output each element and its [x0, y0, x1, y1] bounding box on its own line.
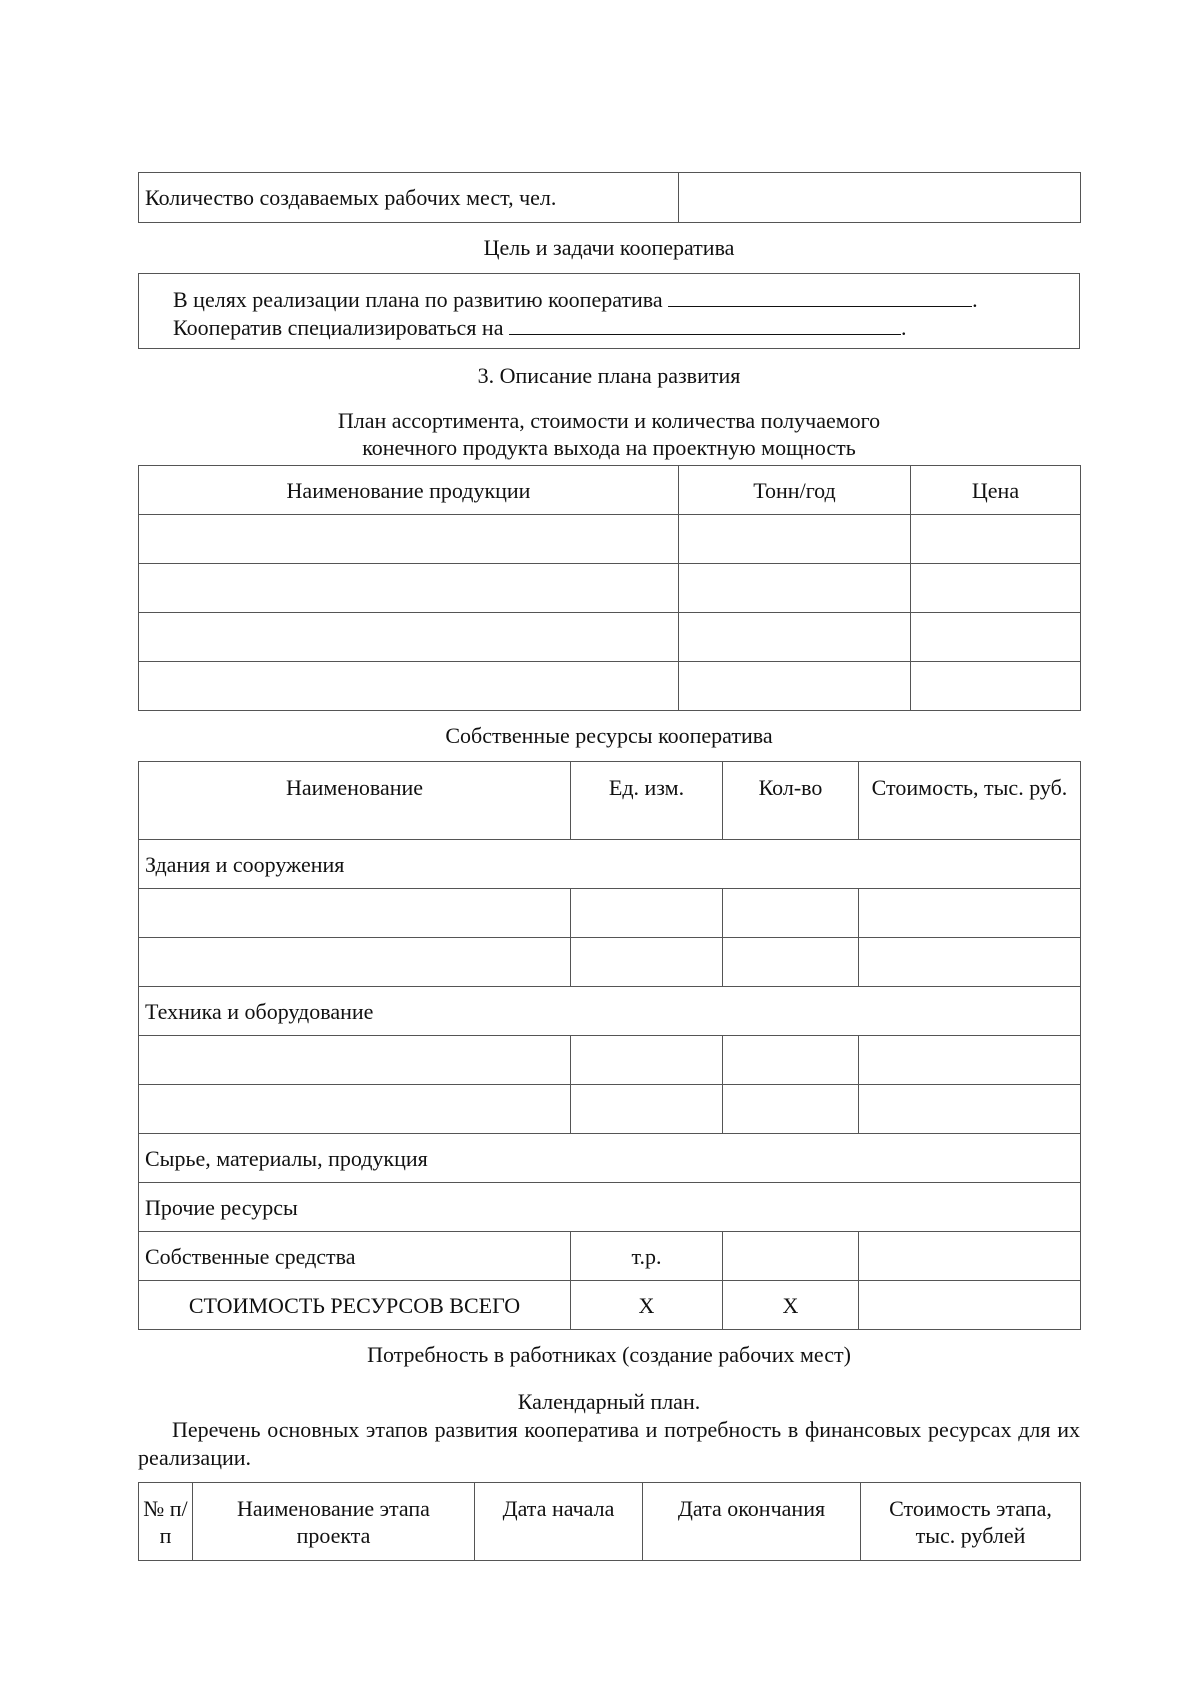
table-row	[139, 564, 1081, 613]
resources-header-qty: Кол-во	[723, 762, 859, 840]
goal-title: Цель и задачи кооператива	[483, 235, 735, 260]
resources-group-materials: Сырье, материалы, продукция	[139, 1134, 1081, 1183]
calendar-title: Календарный план.	[517, 1389, 701, 1414]
resources-table	[138, 761, 1081, 1330]
own-funds-unit: т.р.	[571, 1232, 723, 1281]
resources-header-name: Наименование	[139, 762, 571, 840]
total-label: СТОИМОСТЬ РЕСУРСОВ ВСЕГО	[139, 1281, 571, 1330]
goal-blank-1[interactable]	[668, 286, 972, 307]
goal-blank-2[interactable]	[509, 314, 901, 335]
calendar-header-end: Дата окончания	[643, 1483, 861, 1561]
resources-group-buildings: Здания и сооружения	[139, 840, 1081, 889]
section-3-title: 3. Описание плана развития	[477, 363, 741, 388]
table-row	[139, 938, 1081, 987]
calendar-header-number: № п/п	[139, 1483, 193, 1561]
total-qty: Х	[723, 1281, 859, 1330]
table-row	[139, 1085, 1081, 1134]
resources-header-unit: Ед. изм.	[571, 762, 723, 840]
jobs-label: Количество создаваемых рабочих мест, чел.	[139, 173, 679, 223]
workers-title: Потребность в работниках (создание рабочих мест)	[367, 1342, 851, 1367]
product-table-header	[139, 466, 1081, 515]
total-unit: Х	[571, 1281, 723, 1330]
resources-table-header	[139, 762, 1081, 840]
resources-total-row	[139, 1281, 1081, 1330]
product-table	[138, 465, 1081, 711]
jobs-value[interactable]	[679, 173, 1081, 223]
calendar-header-stage: Наименование этапа проекта	[193, 1483, 475, 1561]
product-header-name: Наименование продукции	[139, 466, 679, 515]
calendar-header-cost: Стоимость этапа, тыс. рублей	[861, 1483, 1081, 1561]
calendar-table-header	[139, 1483, 1081, 1561]
resources-title: Собственные ресурсы кооператива	[445, 723, 773, 748]
table-row	[139, 1036, 1081, 1085]
jobs-table	[138, 172, 1081, 223]
calendar-paragraph: Перечень основных этапов развития кооператива и потребность в финансовых ресурсах для их реализации.	[138, 1417, 1080, 1470]
section-3-subtitle: План ассортимента, стоимости и количества получаемого конечного продукта выхода на проектную мощность	[337, 408, 881, 460]
table-row	[139, 613, 1081, 662]
own-funds-label: Собственные средства	[139, 1232, 571, 1281]
calendar-header-start: Дата начала	[475, 1483, 643, 1561]
resources-own-funds-row	[139, 1232, 1081, 1281]
table-row	[139, 662, 1081, 711]
resources-header-cost: Стоимость, тыс. руб.	[859, 762, 1081, 840]
goal-line-1: В целях реализации плана по развитию кооператива .	[173, 287, 978, 312]
document-page	[138, 172, 1080, 1561]
goal-box	[138, 273, 1080, 349]
calendar-table	[138, 1482, 1081, 1561]
resources-group-other: Прочие ресурсы	[139, 1183, 1081, 1232]
table-row	[139, 889, 1081, 938]
table-row	[139, 515, 1081, 564]
product-header-tons: Тонн/год	[679, 466, 911, 515]
product-header-price: Цена	[911, 466, 1081, 515]
resources-group-equipment: Техника и оборудование	[139, 987, 1081, 1036]
goal-line-2: Кооператив специализироваться на .	[173, 315, 907, 340]
